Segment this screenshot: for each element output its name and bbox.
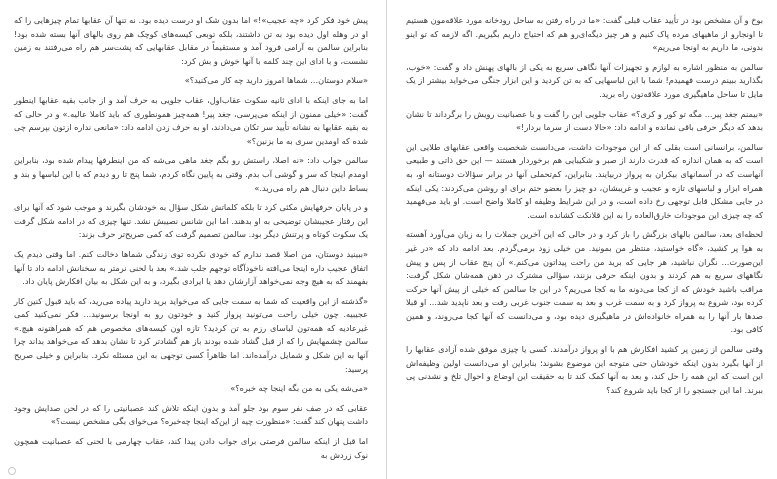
left-paragraph-4: سالمن جواب داد: «نه اصلا، راستش رو بگم جغد ماهی می‌شه که من اینطرفها پیدام شده بود، بنابراین اومدم اینجا که سر و گوشی آب بدم. وقتی به پایین نگاه کردم، شما پنج تا رو دیدم که با این لباسها و بند و بساط داین دنبال هم راه می‌رید.» xyxy=(14,155,368,193)
left-paragraph-6: «ببینید دوستان، من اصلا قصد ندارم که خودی نکرده توی زندگی شماها دخالت کنم. اما وقتی دیدم یک اتفاق عجیب داره اینجا می‌افته ناخودآگاه توجهم جلب شد.» بعد با لحنی نرمتر به سخنانش ادامه داد تا آنها بفهمند که به هیچ وجه نمی‌خواهد آزارشان دهد یا ایرادی بگیرد، و به این شکل به بیان افکارش پایان داد. xyxy=(14,248,368,287)
right-paragraph-5: لحظه‌ای بعد، سالمن بالهای بزرگش را باز کرد و در حالی که این آخرین جملات را به زبان می‌آورد آهسته به هوا پر کشید، «گاه خواستید، منتظر من بمونید. من خیلی زود برمی‌گردم. بعد ادامه داد که «در غیر این‌صورت... نگران نباشید، هر جایی که برید من راحت پیداتون می‌کنم.» آن پنج عقاب از پس و پیش نگاههای سریع به هم کردند و بدون اینکه حرفی بزنند، سؤالی مشترک در ذهن همه‌شان شکل گرفت: مراقب باشید خودش که از کجا می‌دونه ما به کجا می‌ریم؟ در این جا سالمن که خیلی از پیش آنها حرکت کرده بود، شروع به پرواز کرد و به سمت غرب و بعد به سمت جنوب غربی رفت و بعد ناپدید شد... او قبلا صدها بار آنها را به همراه خانواده‌اش در ماهیگیری دیده بود، و می‌دانست که آنها کجا می‌روند، و همین کافی بود. xyxy=(406,229,763,335)
left-paragraph-1: پیش خود فکر کرد «چه عجیب»!» اما بدون شک او درست دیده بود. نه تنها آن عقابها تمام چیزهایی را که او در وهله اول دیده بود به تن داشتند، بلکه توبعی کیسه‌های کوچک هم روی بالهای آنها بسته شده بود! بنابراین سالمن به آرامی فرود آمد و مستقیماً در مقابل عقابهایی که پشت‌سر هم راه می‌رفتند به زمین نشست، و با ادای این چند کلمه با آنها خوش و بش کرد: xyxy=(14,15,368,66)
right-page xyxy=(394,0,777,479)
right-paragraph-3: «بیمنم جغد پیر... مگه تو کور و کری؟» عقاب جلویی این را گفت و با عصبانیت رویش را برگرداند تا نشان بدهد که دیگر حرفی باقی نمانده و ادامه داد: «حالا دست از سرما بردار!» xyxy=(406,108,763,133)
right-paragraph-4: سالمن، برانسانی است بقلی که از این موجودات داشت، می‌دانست شخصیت واقعی عقابهای طلایی این است که به همان اندازه که قدرت دارند از صبر و شکیبایی هم برخوردار هستند — این حق ذاتی و طبیعی آنهاست که در آسمانهای بیکران به پرواز دربیایند. بنابراین، کم‌تحملی آنها در برابر سؤالات دوستانه او، به همراه ابزار و لباسهای تازه و عجیب و غریبشان، دو چیز را بعضو حتم برای او روشن می‌کردند: یکی اینکه در جایی مشکل قابل توجهی رخ داده است، و در این شرایط وظیفه او کاملا واضح است. او باید می‌فهمید که چه چیزی این موجودات خارق‌العاده را به این قلانکت کشانده است. xyxy=(406,141,763,220)
left-paragraph-8: «می‌شه یکی به من بگه اینجا چه خبره؟» xyxy=(230,383,368,394)
right-paragraph-6: وقتی سالمن از زمین پر کشید افکارش هم با او پرواز درآمدند. کسی یا چیزی موفق شده آزادی عقابها را از آنها بگیرد بدون اینکه خودشان حتی متوجه این موضوع بشوند؛ بنابراین او می‌دانست اولین وظیفه‌اش این است که این همه را حل کند، و بعد به آنها کمک کند تا به حقیقت این اوضاع و احوال تلخ و نشدنی پی ببرند. اما این جستجو را از کجا باید شروع کند؟ xyxy=(406,344,763,395)
left-paragraph-2: «سلام دوستان... شماها امروز دارید چه کار می‌کنید؟» xyxy=(184,75,368,86)
left-paragraph-3: اما به جای اینکه با ادای ثانیه سکوت عقاب‌اول، عقاب جلویی به حرف آمد و از جانب بقیه عقابها اینطور گفت: «خیلی ممنون از اینکه می‌پرسی، جغد پیر! همه‌چیز همونطوری که باید کاملا عالیه.» و در حالی که به بقیه عقابها به نشانه تأیید سر تکان می‌دادند، او به حرف زدن ادامه داد: «مانعی نداره ازتون بپرسم چی شده که اومدین سری به ما بزنین؟» xyxy=(14,94,368,146)
left-paragraph-5: و در پایان حرفهایش مکثی کرد تا بلکه کلماتش شکل سؤال به خودشان بگیرند و موجب شود که آنها برای این رفتار عجیبشان توضیحی به او بدهند. اما این شانس نصیبش نشد. تنها چیزی که در ادامه شکل گرفت یک سکوت کوتاه و پرتنش دیگر بود. سالمن تصمیم گرفت که کمی صریح‌تر حرف بزند: xyxy=(14,202,368,240)
right-paragraph-2: سالمن به منظور اشاره به لوازم و تجهیزات آنها نگاهی سریع به یکی از بالهای پهنش داد و گفت: «خوب، بگذارید ببینم درست فهمیدم! شما با این لباسهایی که به تن کردید و این ابزار جنگی می‌خواید بیشتر از یک مایل تا ساحل ماهیگیری مورد علاقه‌تون راه برید. xyxy=(406,61,763,99)
left-page xyxy=(0,0,380,479)
left-paragraph-9: عقابی که در صف نفر سوم بود جلو آمد و بدون اینکه تلاش کند عصبانیتی را که در لحن صدایش وجود داشت پنهان کند گفت: «منظورت چیه از این‌که اینجا چه‌خبره؟ می‌خوای بگی مشخص نیست؟» xyxy=(14,402,368,427)
page-corner-mark xyxy=(8,467,16,475)
right-paragraph-1: بوخ و آن مشخص بود در تأیید عقاب قبلی گفت: «ما در راه رفتن به ساحل رودخانه مورد علاقه‌مون هستیم تا اونجارو از ماهیهای مرده پاک کنیم و هر چیز دیگه‌ای‌رو هم که احتیاج داریم بگیریم. اگه لازمه که تو اینو بدونی، ما داریم به اونجا می‌ریم» xyxy=(406,15,763,53)
page-divider xyxy=(386,0,387,479)
left-paragraph-7: «گذشته از این واقعیت که شما به سمت جایی که می‌خواید برید دارید پیاده می‌رید، که باید قبول کنین کار عجیبیه. چون خیلی راحت می‌تونید پرواز کنید و خودتون رو به اونجا برسونید... فکر نمی‌کنید کمی غیرعادیه که همه‌تون لباسای رزم به تن کردید؟ تازه اون کیسه‌های مخصوص هم که همراهتونه هیچ.» سالمن چشمهایش را که از قبل گشاد شده بودند باز هم گشادتر کرد تا نشان بدهد که می‌خواهد بداند چرا آنها به این شکل و شمایل درآمده‌اند. اما ظاهراً کسی توجهی به این مسئله نکرد. بنابراین و خیلی صریح پرسید: xyxy=(14,295,368,374)
left-paragraph-10: اما قبل از اینکه سالمن فرصتی برای جواب دادن پیدا کند، عقاب چهارمی با لحنی که عصبانیت همچون نوک زردش به xyxy=(14,436,368,460)
